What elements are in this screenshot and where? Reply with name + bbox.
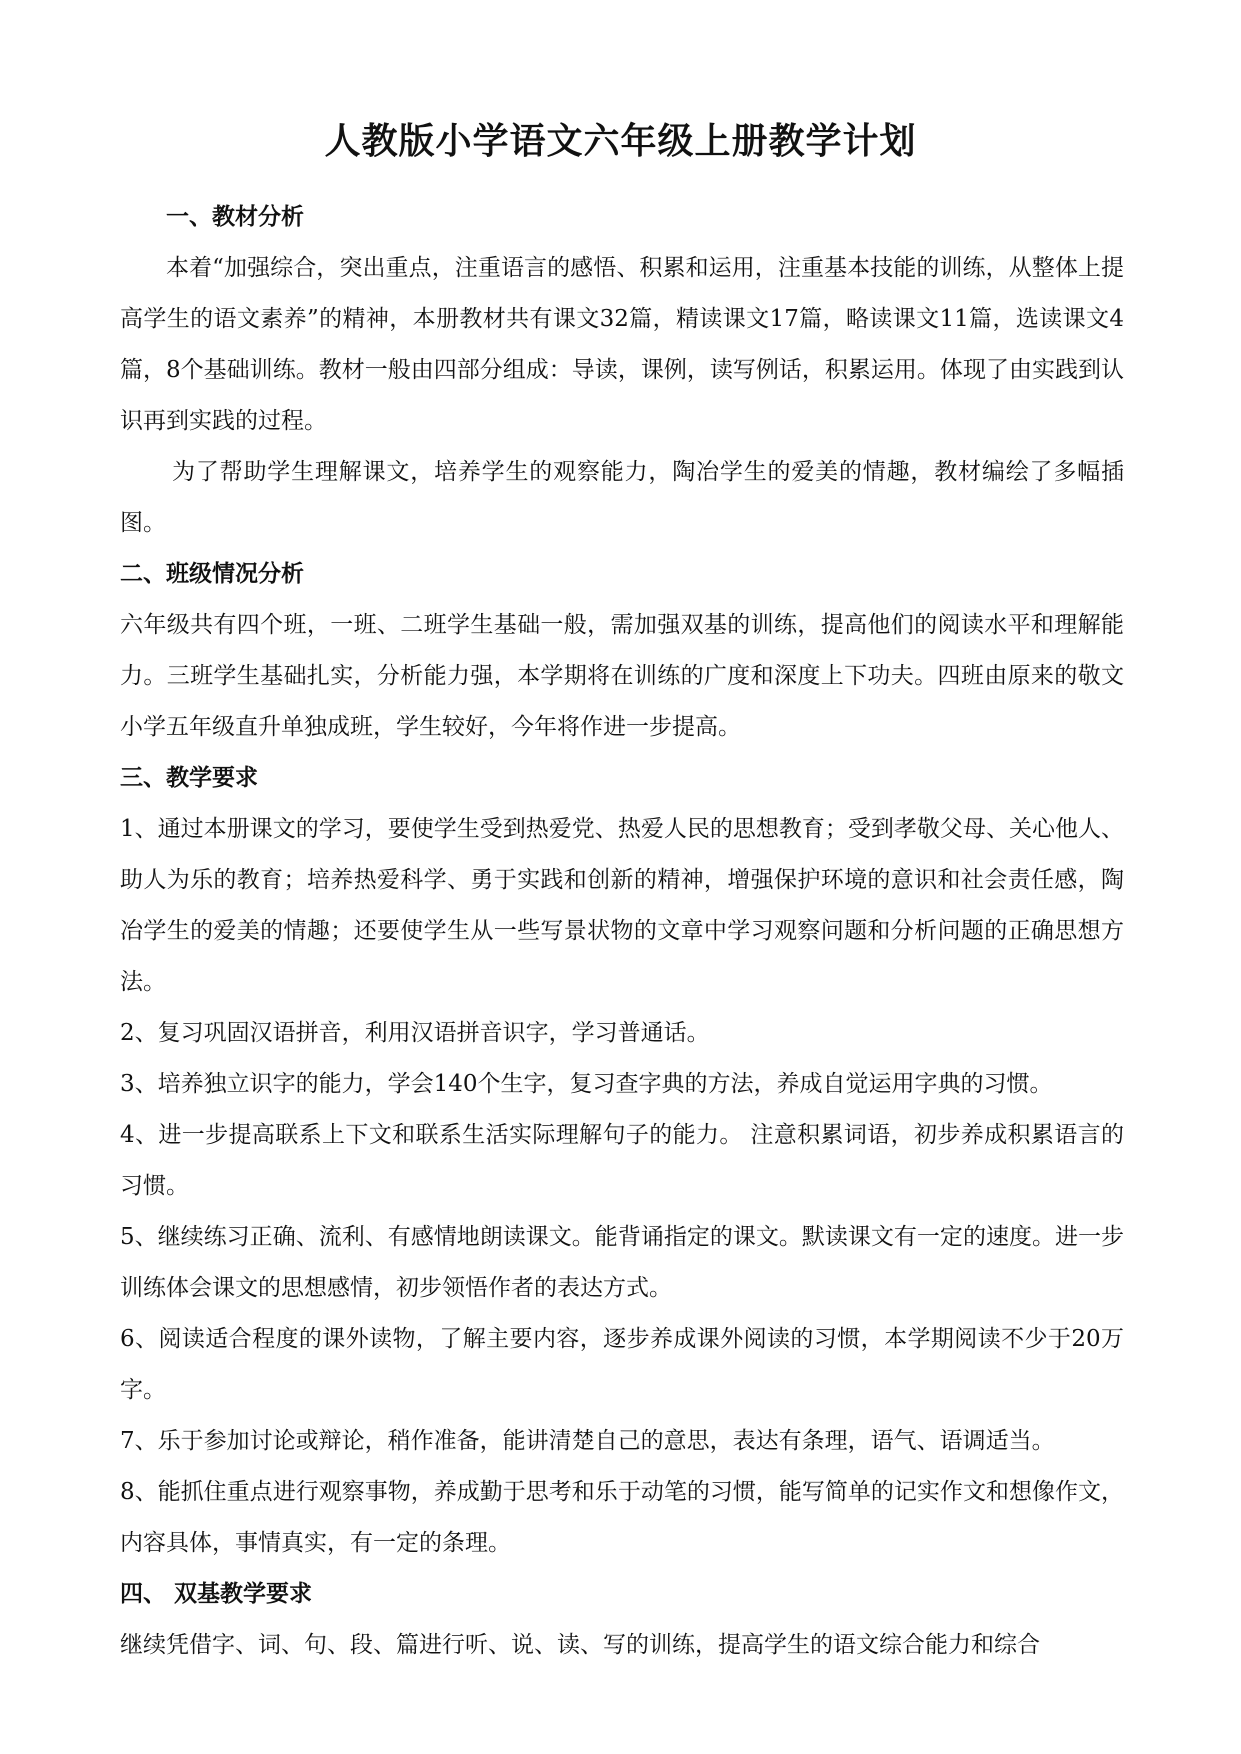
list-item: 7、乐于参加讨论或辩论，稍作准备，能讲清楚自己的意思，表达有条理，语气、语调适当。 [120, 1428, 1055, 1454]
paragraph: 为了帮助学生理解课文，培养学生的观察能力，陶冶学生的爱美的情趣，教材编绘了多幅插图。 [120, 459, 1124, 536]
list-item: 6、阅读适合程度的课外读物，了解主要内容，逐步养成课外阅读的习惯，本学期阅读不少于20万字。 [120, 1326, 1124, 1403]
document-title: 人教版小学语文六年级上册教学计划 [324, 121, 917, 162]
section-heading-1: 一、教材分析 [166, 204, 304, 230]
list-item: 1、通过本册课文的学习，要使学生受到热爱党、热爱人民的思想教育；受到孝敬父母、关心他人、助人为乐的教育；培养热爱科学、勇于实践和创新的精神，增强保护环境的意识和社会责任感，陶冶学生的爱美的情趣；还要使学生从一些写景状物的文章中学习观察问题和分析问题的正确思想方法。 [120, 816, 1124, 995]
list-item: 8、能抓住重点进行观察事物，养成勤于思考和乐于动笔的习惯，能写简单的记实作文和想像作文，内容具体，事情真实，有一定的条理。 [120, 1479, 1124, 1556]
paragraph: 本着“加强综合，突出重点，注重语言的感悟、积累和运用，注重基本技能的训练，从整体上提高学生的语文素养”的精神，本册教材共有课文32篇，精读课文17篇，略读课文11篇，选读课文4篇，8个基础训练。教材一般由四部分组成：导读，课例，读写例话，积累运用。体现了由实践到认识再到实践的过程。 [120, 255, 1124, 434]
list-item: 3、培养独立识字的能力，学会140个生字，复习查字典的方法，养成自觉运用字典的习惯。 [120, 1071, 1053, 1097]
section-heading-2: 二、班级情况分析 [120, 561, 304, 587]
list-item: 2、复习巩固汉语拼音，利用汉语拼音识字，学习普通话。 [120, 1020, 710, 1046]
section-heading-3: 三、教学要求 [120, 765, 258, 791]
list-item: 4、进一步提高联系上下文和联系生活实际理解句子的能力。 注意积累词语，初步养成积累语言的习惯。 [120, 1122, 1124, 1199]
section-heading-4: 四、 双基教学要求 [120, 1581, 313, 1607]
paragraph: 六年级共有四个班，一班、二班学生基础一般，需加强双基的训练，提高他们的阅读水平和理解能力。三班学生基础扎实，分析能力强，本学期将在训练的广度和深度上下功夫。四班由原来的敬文小学五年级直升单独成班，学生较好，今年将作进一步提高。 [120, 612, 1124, 740]
paragraph: 继续凭借字、词、句、段、篇进行听、说、读、写的训练，提高学生的语文综合能力和综合 [120, 1632, 1040, 1658]
list-item: 5、继续练习正确、流利、有感情地朗读课文。能背诵指定的课文。默读课文有一定的速度。进一步训练体会课文的思想感情，初步领悟作者的表达方式。 [120, 1224, 1124, 1301]
document-body [120, 192, 1124, 1671]
